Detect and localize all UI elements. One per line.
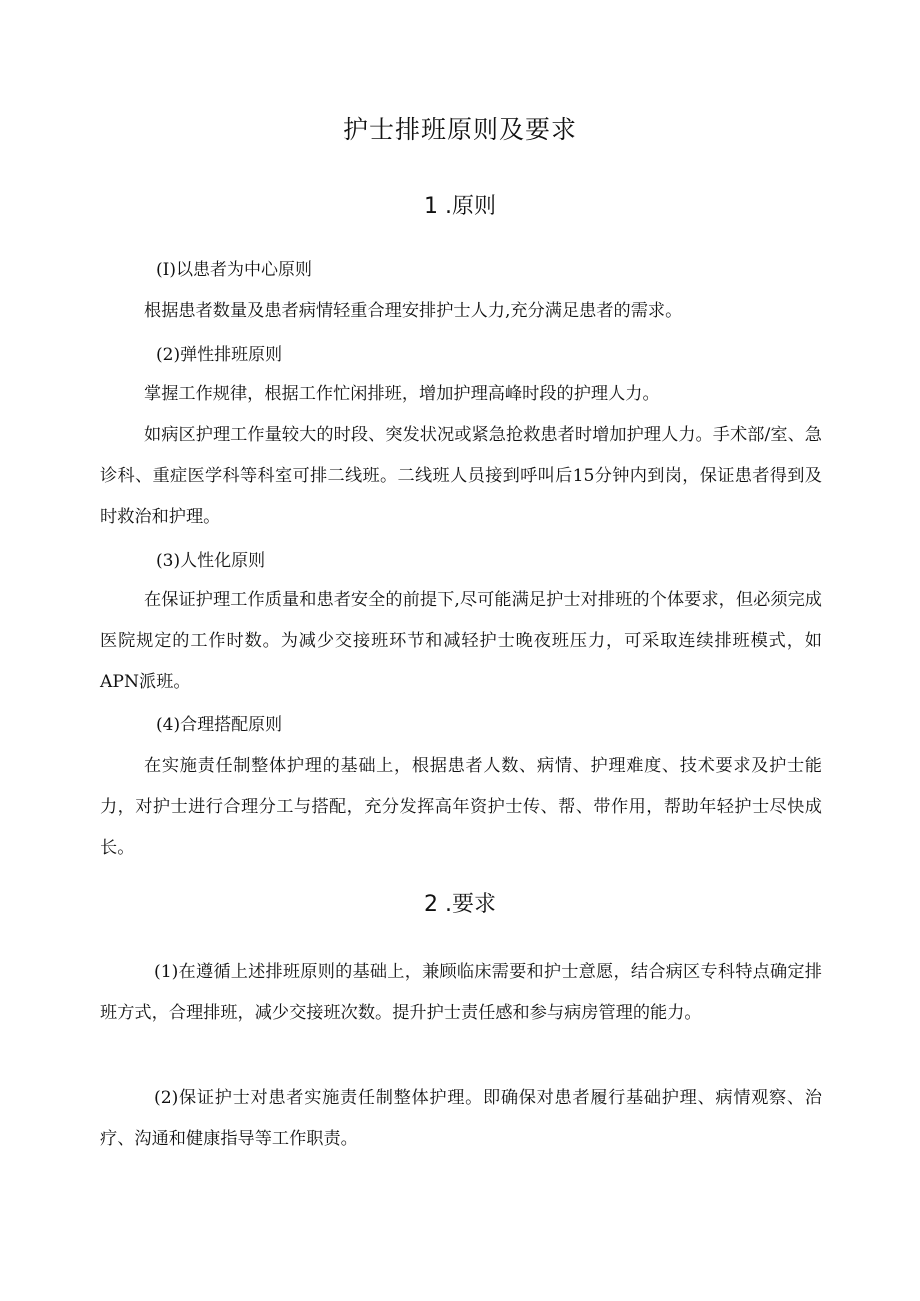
- principle-3-paragraph: 在保证护理工作质量和患者安全的前提下,尽可能满足护士对排班的个体要求，但必须完成医院规定的工作时数。为减少交接班环节和减轻护士晚夜班压力，可采取连续排班模式，如APN派班。: [100, 590, 822, 692]
- principle-4-label: (4)合理搭配原则: [156, 715, 283, 735]
- section-2-heading: 2 .要求: [424, 892, 496, 917]
- principle-1-label: (I)以患者为中心原则: [156, 260, 312, 280]
- section-1-heading: 1 .原则: [424, 194, 496, 219]
- principle-3-label: (3)人性化原则: [156, 551, 266, 571]
- principle-2-paragraph-1: 掌握工作规律，根据工作忙闲排班，增加护理高峰时段的护理人力。: [144, 384, 660, 404]
- principle-1-paragraph: 根据患者数量及患者病情轻重合理安排护士人力,充分满足患者的需求。: [144, 301, 683, 321]
- requirement-2-paragraph: (2)保证护士对患者实施责任制整体护理。即确保对患者履行基础护理、病情观察、治疗、沟通和健康指导等工作职责。: [100, 1088, 822, 1149]
- principle-2-label: (2)弹性排班原则: [156, 345, 283, 365]
- requirement-1-paragraph: (1)在遵循上述排班原则的基础上，兼顾临床需要和护士意愿，结合病区专科特点确定排班方式，合理排班，减少交接班次数。提升护士责任感和参与病房管理的能力。: [100, 962, 822, 1023]
- principle-4-paragraph: 在实施责任制整体护理的基础上，根据患者人数、病情、护理难度、技术要求及护士能力，对护士进行合理分工与搭配，充分发挥高年资护士传、帮、带作用，帮助年轻护士尽快成长。: [100, 756, 822, 858]
- document-title: 护士排班原则及要求: [342, 115, 577, 144]
- principle-2-paragraph-2: 如病区护理工作量较大的时段、突发状况或紧急抢救患者时增加护理人力。手术部/室、急诊科、重症医学科等科室可排二线班。二线班人员接到呼叫后15分钟内到岗，保证患者得到及时救治和护理。: [100, 425, 822, 527]
